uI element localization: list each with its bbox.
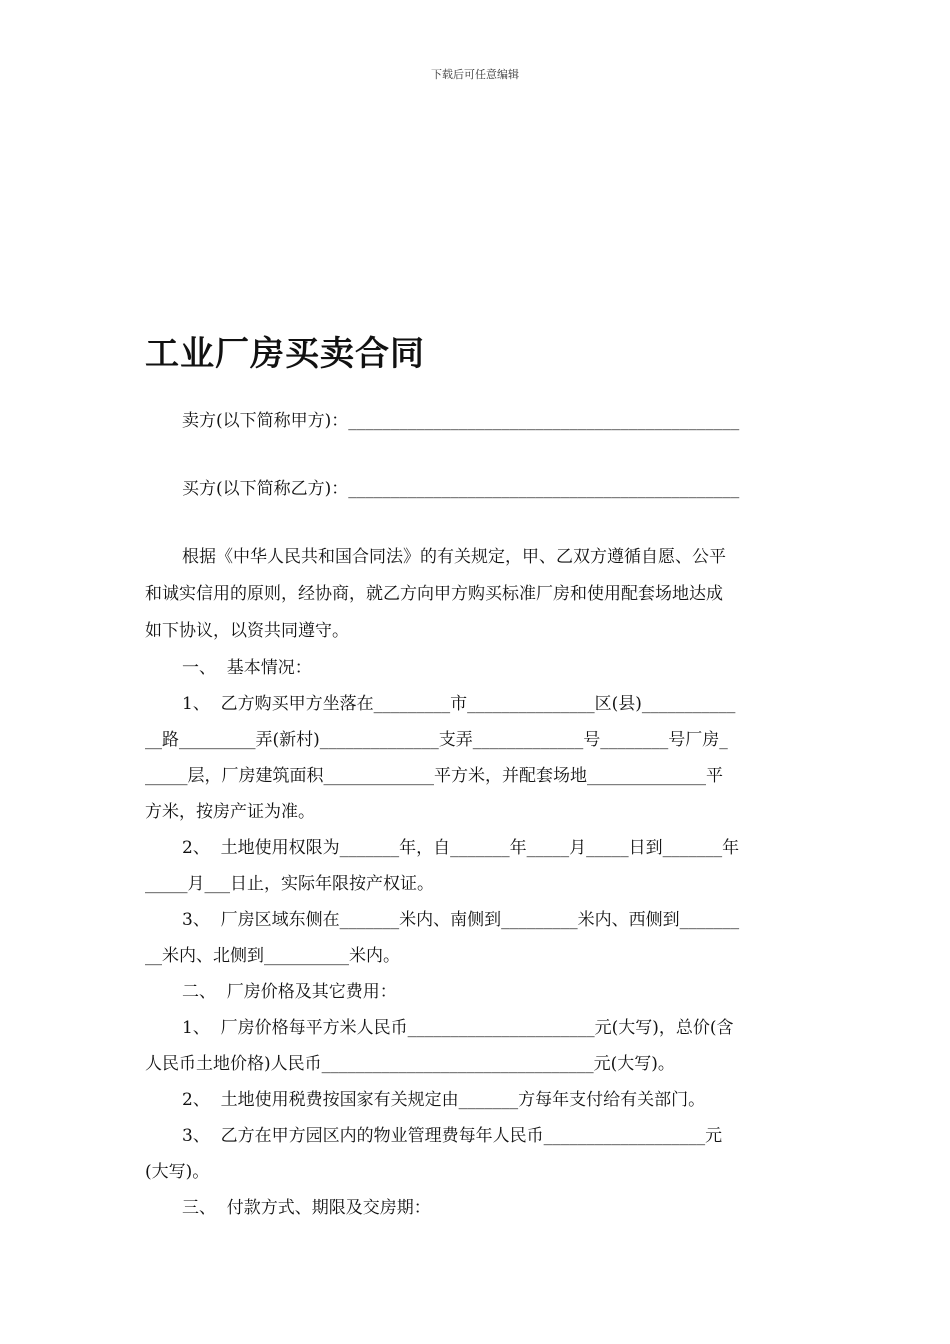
clause-line: 人民币土地价格)人民币________________________________元(大写)。 — [145, 1054, 675, 1074]
document-title: 工业厂房买卖合同 — [145, 334, 425, 374]
clause-line: 1、 厂房价格每平方米人民币______________________元(大写)，总价(含 — [182, 1018, 734, 1038]
buyer-line: 买方(以下简称乙方)：______________________________________________ — [182, 479, 740, 499]
clause-line: 2、 土地使用权限为_______年，自_______年_____月_____日到_______年 — [182, 838, 740, 858]
clause-line: 1、 乙方购买甲方坐落在_________市_______________区(县)___________ — [182, 694, 736, 714]
page-header: 下载后可任意编辑 — [431, 68, 519, 81]
paragraph-line: 和诚实信用的原则，经协商，就乙方向甲方购买标准厂房和使用配套场地达成 — [145, 584, 723, 604]
clause-line: __路_________弄(新村)______________支弄_____________号________号厂房_ — [145, 730, 728, 750]
clause-line: 2、 土地使用税费按国家有关规定由_______方每年支付给有关部门。 — [182, 1090, 706, 1110]
clause-line: _____月___日止，实际年限按产权证。 — [145, 874, 434, 894]
clause-line: __米内、北侧到__________米内。 — [145, 946, 400, 966]
section-heading: 三、 付款方式、期限及交房期： — [182, 1198, 431, 1218]
paragraph-line: 如下协议，以资共同遵守。 — [145, 621, 349, 641]
seller-line: 卖方(以下简称甲方)：______________________________________________ — [182, 411, 740, 431]
section-heading: 一、 基本情况： — [182, 658, 312, 678]
clause-line: _____层，厂房建筑面积_____________平方米，并配套场地______________平 — [145, 766, 723, 786]
clause-line: 3、 乙方在甲方园区内的物业管理费每年人民币___________________元 — [182, 1126, 723, 1146]
clause-line: (大写)。 — [145, 1162, 210, 1182]
section-heading: 二、 厂房价格及其它费用： — [182, 982, 397, 1002]
paragraph-line: 根据《中华人民共和国合同法》的有关规定，甲、乙双方遵循自愿、公平 — [182, 547, 726, 567]
clause-line: 3、 厂房区域东侧在_______米内、南侧到_________米内、西侧到_______ — [182, 910, 740, 930]
clause-line: 方米，按房产证为准。 — [145, 802, 315, 822]
